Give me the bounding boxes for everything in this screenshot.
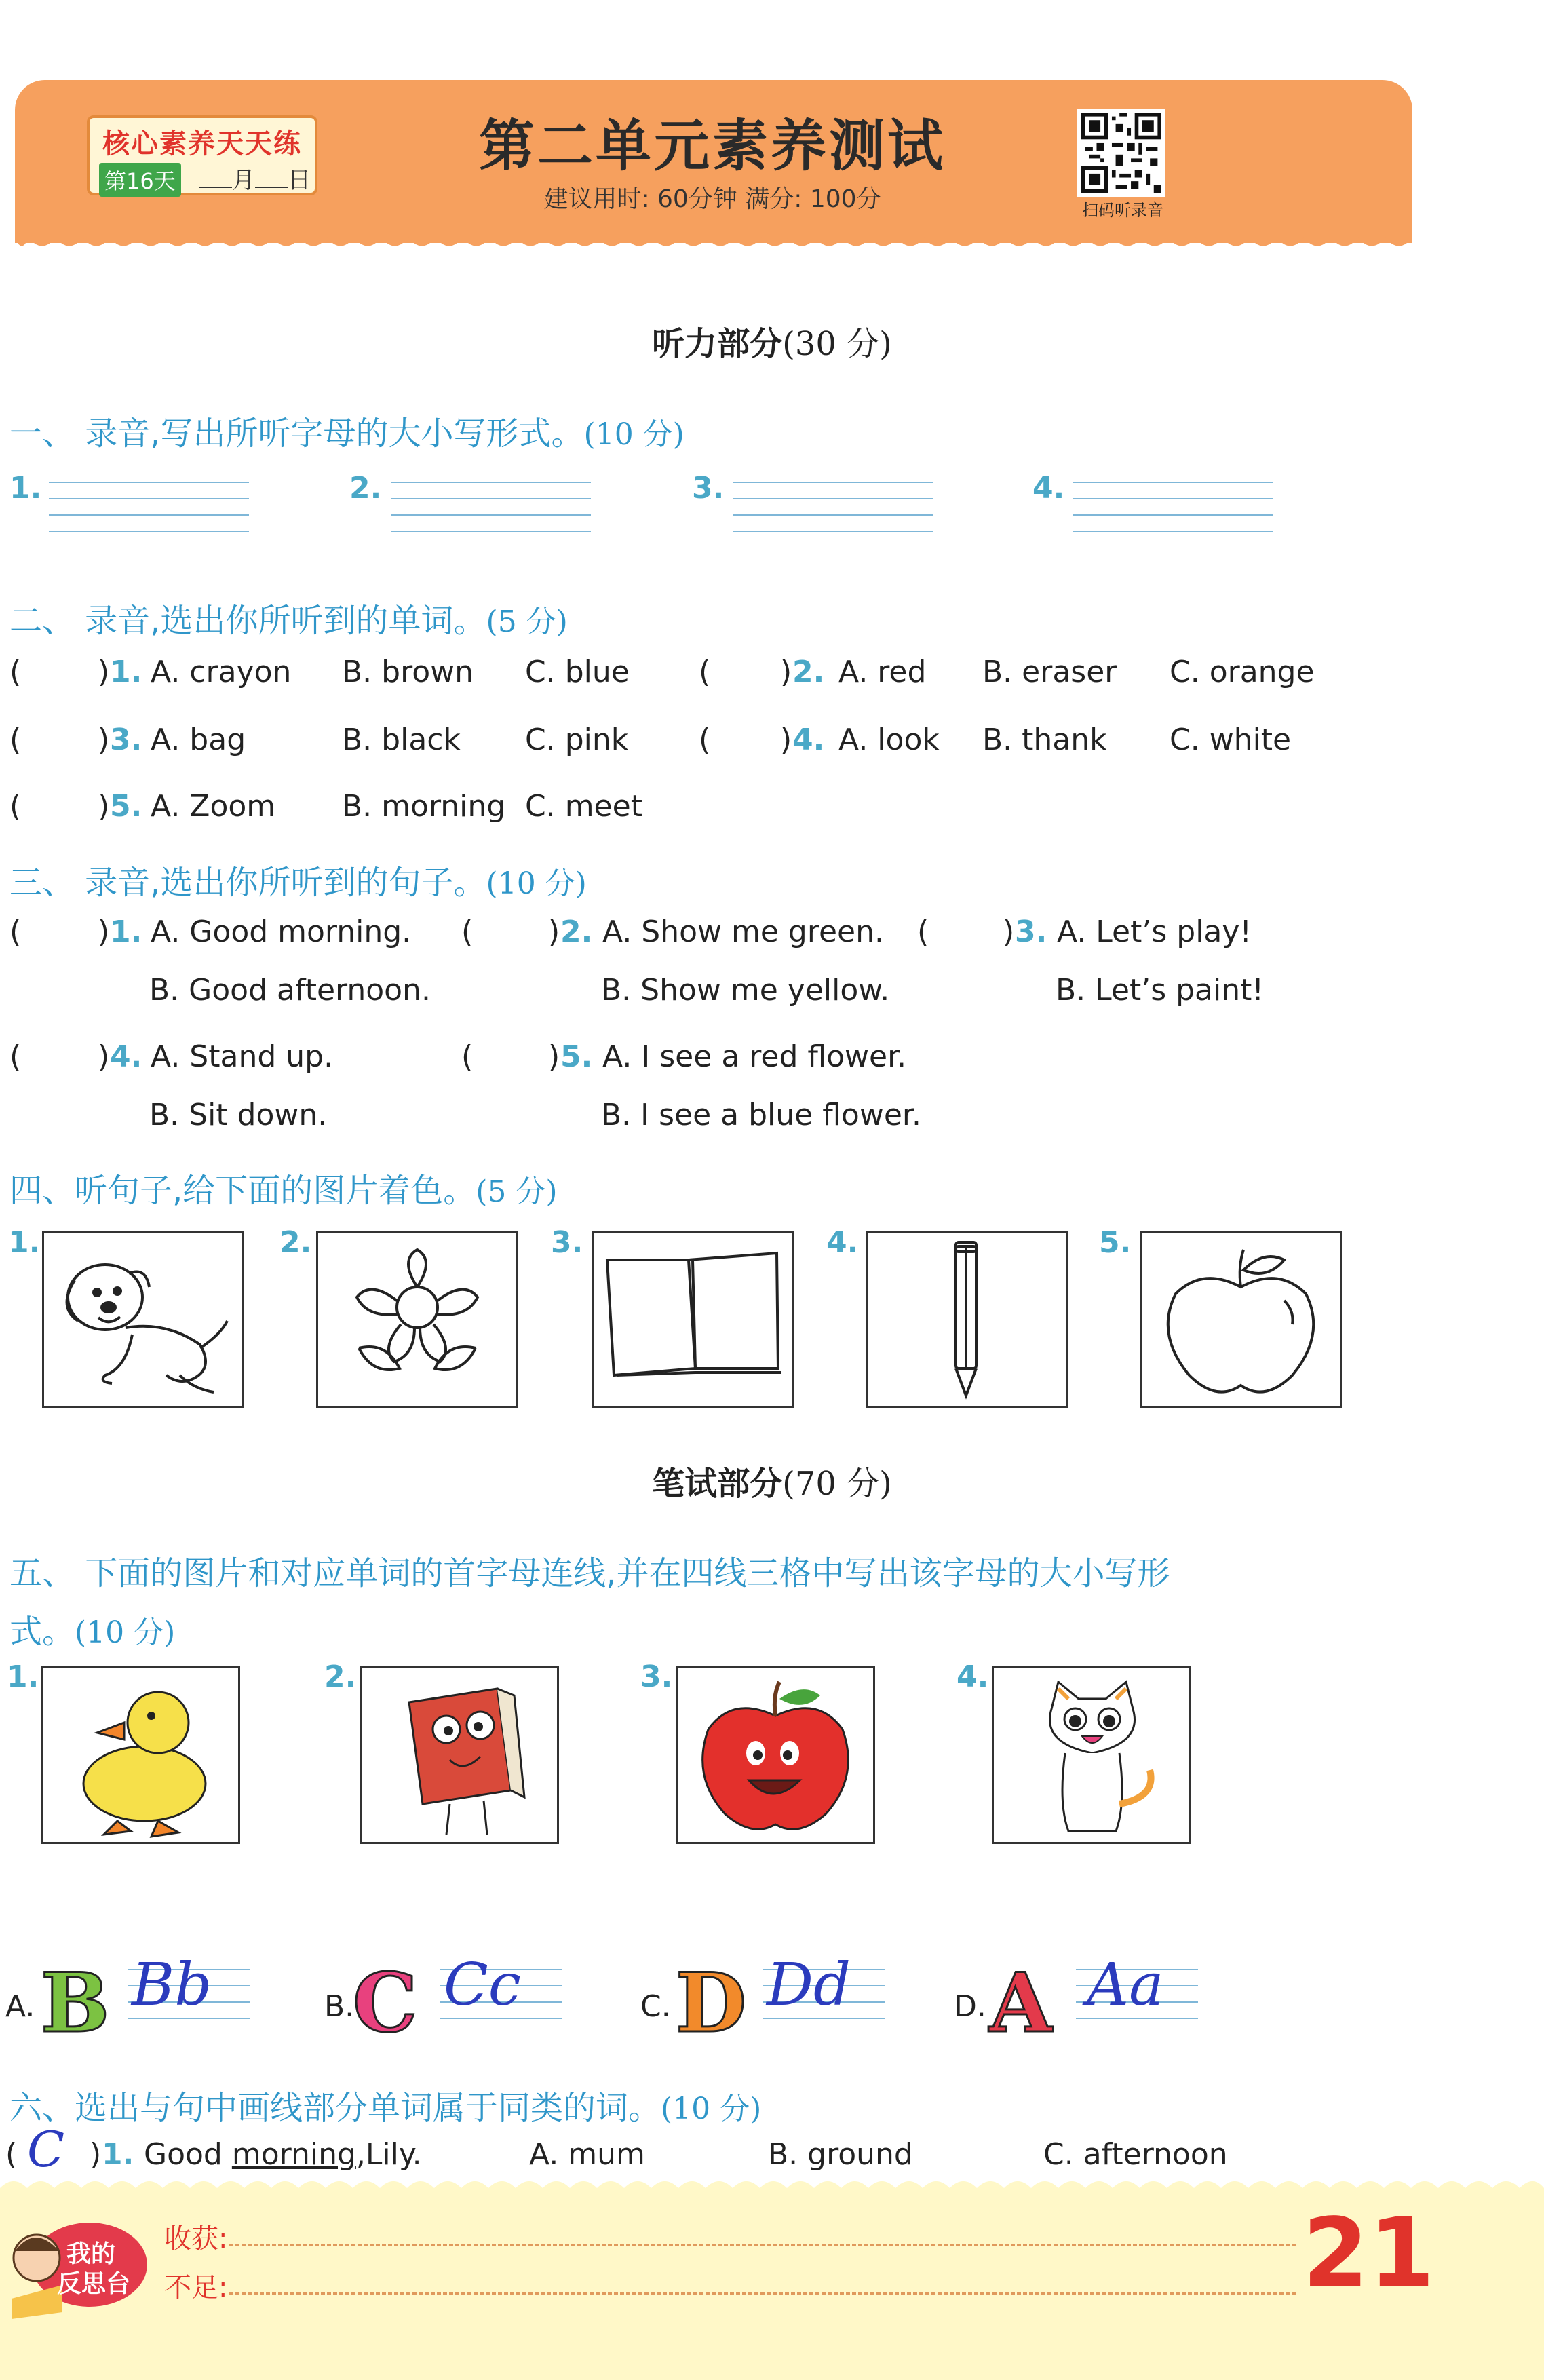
reflection-badge xyxy=(8,2210,151,2326)
question-item: ( ) 2. A. red B. eraser C. orange xyxy=(699,655,1315,689)
question-item: ( ) 1. A. crayon B. brown C. blue xyxy=(9,655,630,689)
section-5-title: 五、 下面的图片和对应单词的首字母连线,并在四线三格中写出该字母的大小写形 xyxy=(9,1554,1170,1592)
option-a[interactable]: A. Show me green. xyxy=(602,915,884,949)
apple-character-picture[interactable] xyxy=(676,1666,875,1844)
book-picture[interactable] xyxy=(592,1231,794,1408)
badge-text-1: 我的 xyxy=(66,2240,116,2268)
four-line-grid[interactable] xyxy=(391,482,591,532)
lack-label: 不足: xyxy=(164,2272,228,2303)
coloring-pictures: 1. 2. 3. 4. 5. xyxy=(0,1221,1544,1418)
four-line-grid[interactable] xyxy=(49,482,249,532)
listening-part-title: 听力部分(30 分) xyxy=(652,325,892,363)
book-icon xyxy=(594,1233,792,1406)
gain-line[interactable] xyxy=(229,2232,1296,2246)
page-title: 第二单元素养测试 xyxy=(478,114,946,178)
option-c[interactable]: C. meet xyxy=(525,789,642,824)
question-item: ( ) 3. A. bag B. black C. pink xyxy=(9,723,629,757)
badge-day: 第16天 xyxy=(99,163,181,197)
option-b[interactable]: B. morning xyxy=(342,789,506,824)
handwritten-answer: Bb xyxy=(132,1951,212,2019)
letter-options xyxy=(0,1951,1544,2062)
option-b[interactable]: B. Let’s paint! xyxy=(1056,973,1265,1007)
option-b[interactable]: B. I see a blue flower. xyxy=(601,1098,921,1132)
section-1-title: 一、 录音,写出所听字母的大小写形式。(10 分) xyxy=(9,415,684,453)
qr-code-icon[interactable] xyxy=(1077,109,1165,197)
pencil-picture[interactable] xyxy=(866,1231,1068,1408)
option-c[interactable]: C. afternoon xyxy=(1043,2137,1228,2172)
underlined-word: morning xyxy=(231,2137,356,2172)
section-3-title: 三、 录音,选出你所听到的句子。(10 分) xyxy=(9,864,587,902)
duck-icon xyxy=(43,1668,238,1842)
flower-picture[interactable] xyxy=(316,1231,518,1408)
option-a[interactable]: A. crayon xyxy=(151,655,292,689)
option-a[interactable]: A. mum xyxy=(529,2137,645,2172)
option-a[interactable]: A. bag xyxy=(151,723,246,757)
option-a[interactable]: A. red xyxy=(838,655,927,689)
question-item: ( ) 3. A. Let’s play! B. Let’s paint! xyxy=(917,915,1265,1007)
section-5-title-cont: 式。(10 分) xyxy=(9,1613,176,1651)
handwritten-answer: Dd xyxy=(767,1951,851,2019)
badge-date: 月 日 xyxy=(199,161,311,195)
letter-option[interactable]: A. B Bb xyxy=(5,1954,277,2062)
q-number: 2. xyxy=(349,471,382,505)
option-b[interactable]: B. ground xyxy=(768,2137,913,2172)
duck-picture[interactable] xyxy=(41,1666,240,1844)
option-a[interactable]: A. I see a red flower. xyxy=(602,1039,907,1074)
big-letter: B xyxy=(41,1955,110,2051)
day-badge xyxy=(87,115,317,195)
four-line-grid[interactable] xyxy=(733,482,933,532)
dog-picture[interactable] xyxy=(42,1231,244,1408)
pencil-icon xyxy=(868,1233,1066,1406)
question-item: ( ) 5. A. Zoom B. morning C. meet xyxy=(9,789,642,824)
section-1-writing-lines xyxy=(0,468,1544,570)
section-4-title: 四、听句子,给下面的图片着色。(5 分) xyxy=(9,1172,558,1210)
four-line-grid[interactable] xyxy=(1073,482,1273,532)
option-c[interactable]: C. pink xyxy=(525,723,629,757)
option-b[interactable]: B. eraser xyxy=(982,655,1117,689)
q-number: 4. xyxy=(1032,471,1065,505)
flower-icon xyxy=(318,1233,516,1406)
option-b[interactable]: B. brown xyxy=(342,655,474,689)
option-a[interactable]: A. Good morning. xyxy=(151,915,412,949)
lack-line[interactable] xyxy=(229,2281,1296,2295)
qr-label: 扫码听录音 xyxy=(1082,201,1163,220)
question-item: ( ) 4. A. Stand up. B. Sit down. xyxy=(9,1039,334,1132)
book-character-icon xyxy=(362,1668,557,1842)
badge-title: 核心素养天天练 xyxy=(102,128,302,159)
q-number: 3. xyxy=(692,471,725,505)
option-b[interactable]: B. black xyxy=(342,723,461,757)
badge-text-2: 反思台 xyxy=(57,2270,131,2298)
q-number: 1. xyxy=(9,471,42,505)
question-item: ( ) 5. A. I see a red flower. B. I see a blue flower. xyxy=(461,1039,921,1132)
handwritten-answer: Cc xyxy=(444,1951,521,2019)
section-6-title: 六、选出与句中画线部分单词属于同类的词。(10 分) xyxy=(9,2089,762,2127)
option-a[interactable]: A. look xyxy=(838,723,940,757)
matching-pictures: 1. 2. 3. 4. xyxy=(0,1655,1544,1852)
cat-icon xyxy=(994,1668,1189,1842)
letter-option[interactable]: D. A Aa xyxy=(954,1954,1225,2062)
page-number: 21 xyxy=(1302,2198,1435,2309)
option-b[interactable]: B. thank xyxy=(982,723,1107,757)
option-c[interactable]: C. blue xyxy=(525,655,630,689)
gain-label: 收获: xyxy=(164,2223,228,2254)
book-character-picture[interactable] xyxy=(360,1666,559,1844)
big-letter: D xyxy=(676,1955,747,2051)
letter-option[interactable]: C. D Dd xyxy=(640,1954,912,2062)
page-subtitle: 建议用时: 60分钟 满分: 100分 xyxy=(543,185,881,213)
option-b[interactable]: B. Show me yellow. xyxy=(601,973,890,1007)
writing-part-title: 笔试部分(70 分) xyxy=(652,1465,892,1503)
section-2-title: 二、 录音,选出你所听到的单词。(5 分) xyxy=(9,602,568,640)
option-b[interactable]: B. Good afternoon. xyxy=(149,973,431,1007)
apple-character-icon xyxy=(678,1668,873,1842)
option-c[interactable]: C. orange xyxy=(1170,655,1315,689)
header-wave xyxy=(15,224,1412,258)
option-a[interactable]: A. Zoom xyxy=(151,789,276,824)
option-a[interactable]: A. Stand up. xyxy=(151,1039,334,1074)
question-item: ( ) 4. A. look B. thank C. white xyxy=(699,723,1292,757)
letter-option[interactable]: B. C Cc xyxy=(324,1954,596,2062)
question-item: ( ) 1. A. Good morning. B. Good afternoon. xyxy=(9,915,431,1007)
option-c[interactable]: C. white xyxy=(1170,723,1292,757)
option-b[interactable]: B. Sit down. xyxy=(149,1098,328,1132)
big-letter: C xyxy=(353,1955,418,2051)
cat-picture[interactable] xyxy=(992,1666,1191,1844)
big-letter: A xyxy=(989,1955,1053,2051)
apple-icon xyxy=(1142,1233,1340,1406)
handwritten-answer: Aa xyxy=(1087,1951,1164,2019)
dog-icon xyxy=(44,1233,242,1406)
handwritten-answer: C xyxy=(27,2121,65,2178)
question-item: ( ) 2. A. Show me green. B. Show me yellow. xyxy=(461,915,890,1007)
option-a[interactable]: A. Let’s play! xyxy=(1057,915,1252,949)
apple-picture[interactable] xyxy=(1140,1231,1342,1408)
section-6-question-1: ( C ) 1. Good morning,Lily. A. mum B. ground C. afternoon xyxy=(5,2121,1228,2178)
